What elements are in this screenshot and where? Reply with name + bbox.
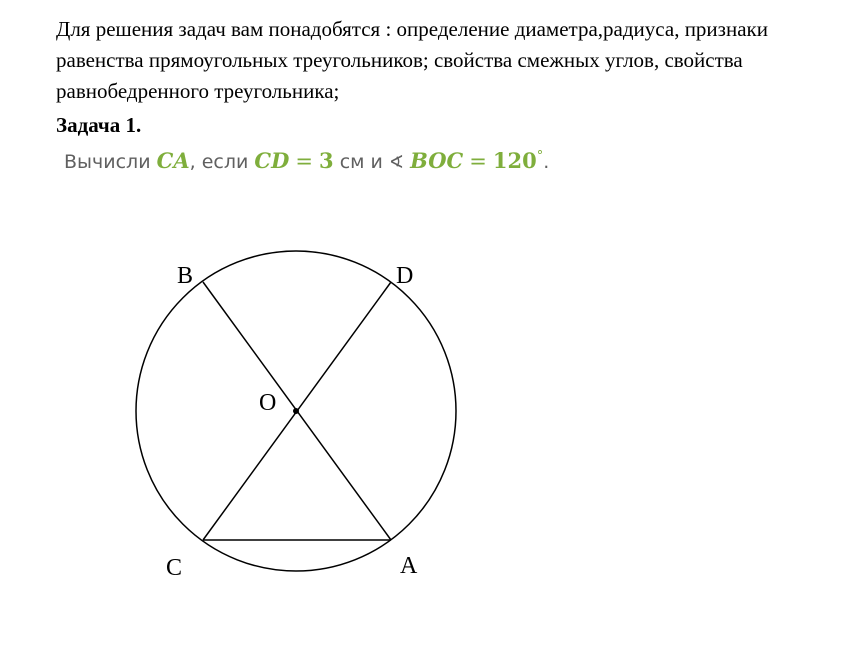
given-segment-value: 3 (319, 148, 334, 173)
task-prefix: Вычисли (64, 151, 151, 173)
given-angle: BOC (410, 148, 464, 173)
point-label-c: C (166, 555, 183, 581)
angle-icon: ∢ (388, 152, 405, 173)
equals-sign: = (295, 149, 313, 173)
task-title: Задача 1. (56, 113, 142, 137)
intro-paragraph: Для решения задач вам понадобятся : определение диаметра,радиуса, признаки равенства прямоугольных треугольников; свойства смежных углов, свойства равнобедренного треугольника; (56, 17, 768, 103)
degree-symbol: ° (536, 149, 544, 164)
task-condition-word: , если (189, 151, 249, 173)
center-point (293, 408, 299, 414)
equals-sign-angle: = (469, 149, 487, 173)
point-label-o: O (259, 390, 277, 416)
point-label-a: A (400, 553, 418, 579)
unit-and-text: см и (339, 151, 383, 173)
task-end-period: . (543, 151, 550, 173)
point-label-d: D (396, 263, 414, 289)
given-angle-value: 120 (492, 148, 537, 173)
target-segment: CA (156, 148, 190, 173)
given-segment: CD (254, 148, 290, 173)
point-label-b: B (177, 263, 194, 289)
